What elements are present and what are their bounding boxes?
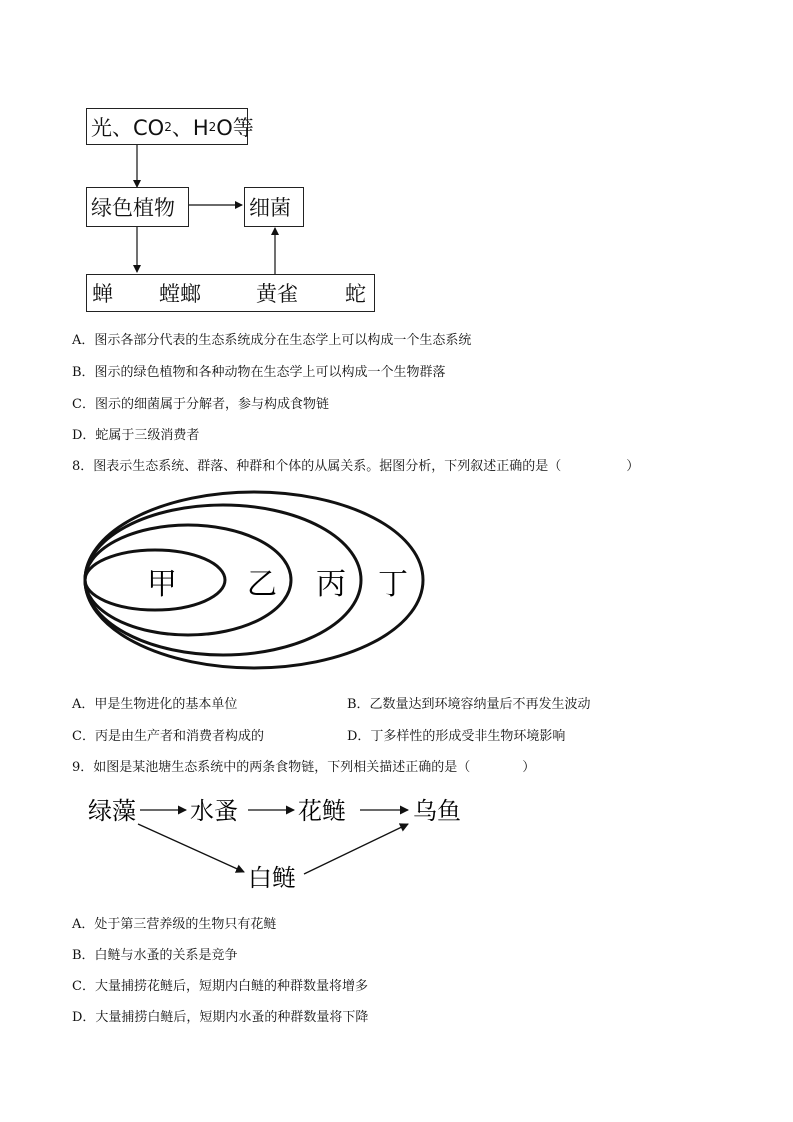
box-light-co2-water (86, 108, 254, 145)
q7-option-c: C．图示的细菌属于分解者，参与构成食物链 (72, 397, 329, 412)
q9-stem: 9．如图是某池塘生态系统中的两条食物链，下列相关描述正确的是（ ） (72, 760, 536, 775)
q8-option-c: C．丙是由生产者和消费者构成的 (72, 729, 264, 744)
chain-snake: 蛇 (345, 282, 366, 306)
q7-option-a: A．图示各部分代表的生态系统成分在生态学上可以构成一个生态系统 (72, 333, 472, 348)
chain-oriole: 黄雀 (256, 282, 298, 306)
node-snakehead: 乌鱼 (413, 797, 461, 825)
food-web-arrows (0, 0, 400, 320)
q9-option-c: C．大量捕捞花鲢后，短期内白鲢的种群数量将增多 (72, 979, 368, 994)
q7-option-d: D．蛇属于三级消费者 (72, 428, 200, 443)
q9-option-a: A．处于第三营养级的生物只有花鲢 (72, 917, 277, 932)
subscript: 2 (208, 119, 217, 134)
chain-cicada: 蝉 (92, 282, 113, 306)
box-green-plants: 绿色植物 (86, 187, 189, 227)
pond-food-chain-diagram (80, 788, 480, 898)
label-bing: 丙 (316, 567, 346, 602)
label-yi: 乙 (247, 567, 277, 602)
q8-stem: 8．图表示生态系统、群落、种群和个体的从属关系。据图分析，下列叙述正确的是（ ） (72, 459, 640, 474)
box-top-text: O等 (216, 115, 254, 140)
node-bighead-carp: 花鲢 (298, 797, 346, 825)
label-ding: 丁 (378, 567, 408, 602)
box-bacteria: 细菌 (244, 187, 304, 227)
q9-option-b: B．白鲢与水蚤的关系是竞争 (72, 948, 238, 963)
q7-option-b: B．图示的绿色植物和各种动物在生态学上可以构成一个生物群落 (72, 365, 446, 380)
q9-option-d: D．大量捕捞白鲢后，短期内水蚤的种群数量将下降 (72, 1010, 369, 1025)
node-green-algae: 绿藻 (88, 797, 136, 825)
q8-option-a: A．甲是生物进化的基本单位 (72, 697, 238, 712)
chain-mantis: 螳螂 (159, 282, 201, 306)
box-top-text: 光、CO (91, 115, 165, 140)
arrow-silver-snakehead (304, 824, 408, 874)
nested-ellipse-diagram (80, 488, 430, 678)
arrow-algae-silver (138, 824, 244, 872)
box-food-chain (86, 274, 375, 312)
label-jia: 甲 (147, 567, 177, 602)
q8-option-b: B．乙数量达到环境容纳量后不再发生波动 (347, 697, 591, 712)
subscript: 2 (164, 119, 172, 134)
q8-option-d: D．丁多样性的形成受非生物环境影响 (347, 729, 566, 744)
node-water-flea: 水蚤 (190, 797, 238, 825)
box-top-text: 、H (171, 115, 209, 140)
node-silver-carp: 白鲢 (248, 864, 296, 892)
